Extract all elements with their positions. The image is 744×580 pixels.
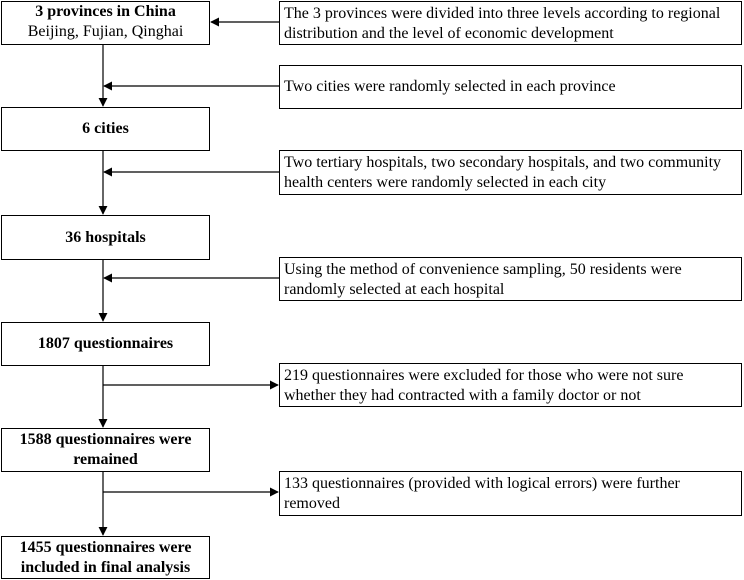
hospitals-label: 36 hospitals xyxy=(65,228,146,246)
provinces-title: 3 provinces in China xyxy=(35,3,176,20)
questionnaires-final-label: 1455 questionnaires were included in final analysis xyxy=(19,538,192,576)
criteria-resident-sampling-text: Using the method of convenience sampling, 50 residents were randomly selected at each hospital xyxy=(284,261,682,298)
cities-label: 6 cities xyxy=(82,120,129,137)
provinces-list: Beijing, Fujian, Qinghai xyxy=(27,23,184,40)
criteria-city-selection-text: Two cities were randomly selected in each province xyxy=(284,78,616,95)
questionnaires-remained-label: 1588 questionnaires were remained xyxy=(19,431,192,468)
questionnaires-total-label: 1807 questionnaires xyxy=(37,335,174,352)
criteria-province-levels-text: The 3 provinces were divided into three levels according to regional distribution and the level of economic development xyxy=(284,5,721,42)
criteria-hospital-selection-text: Two tertiary hospitals, two secondary hospitals, and two community health centers were randomly selected in each city xyxy=(284,154,722,191)
criteria-removed-133-text: 133 questionnaires (provided with logical errors) were further removed xyxy=(284,475,680,512)
criteria-excluded-219-text: 219 questionnaires were excluded for those who were not sure whether they had contracted with a family doctor or not xyxy=(284,367,684,404)
